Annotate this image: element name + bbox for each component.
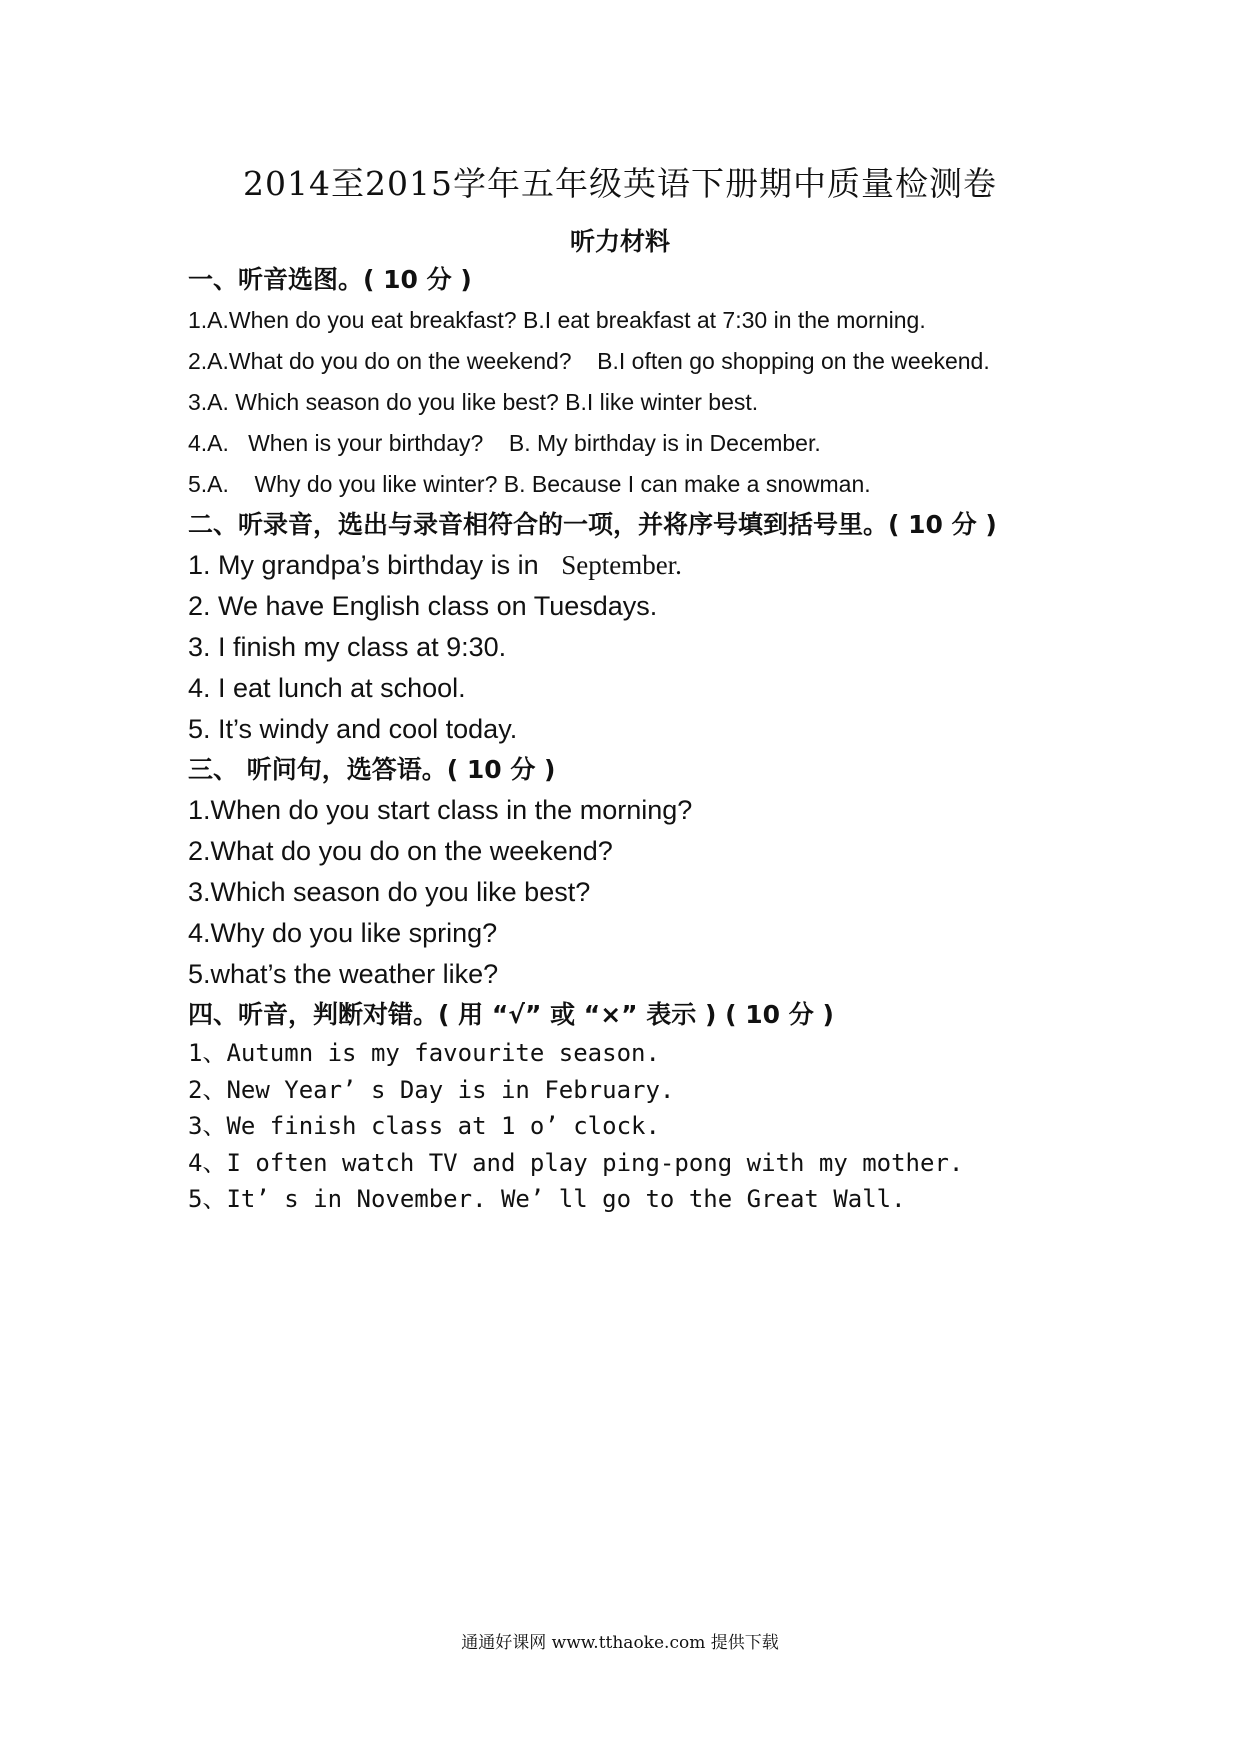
section-heading: 二、听录音，选出与录音相符合的一项，并将序号填到括号里。( 10 分 ) bbox=[188, 510, 997, 539]
list-item: 3. I finish my class at 9:30. bbox=[188, 632, 507, 662]
list-item: 3.A. Which season do you like best? B.I like winter best. bbox=[188, 389, 759, 415]
list-item: 4. I eat lunch at school. bbox=[188, 673, 466, 703]
list-item: 5.A. Why do you like winter? B. Because I can make a snowman. bbox=[188, 471, 871, 497]
section-1 bbox=[188, 260, 1168, 505]
section-3 bbox=[188, 750, 1168, 995]
page-title: 2014至2015学年五年级英语下册期中质量检测卷 bbox=[243, 164, 997, 203]
list-item: 3、We finish class at 1 o’ clock. bbox=[188, 1112, 660, 1140]
list-item: 5、It’ s in November. We’ ll go to the Great Wall. bbox=[188, 1185, 906, 1213]
list-item: 1、Autumn is my favourite season. bbox=[188, 1039, 660, 1067]
list-item: 2. We have English class on Tuesdays. bbox=[188, 591, 658, 621]
page-subtitle: 听力材料 bbox=[569, 227, 670, 256]
list-item-answer: September. bbox=[561, 550, 682, 580]
section-heading: 四、听音，判断对错。( 用 “√” 或 “×” 表示 ) ( 10 分 ) bbox=[188, 1000, 834, 1029]
section-heading: 三、 听问句，选答语。( 10 分 ) bbox=[188, 755, 556, 784]
page-footer: 通通好课网 www.tthaoke.com 提供下载 bbox=[461, 1633, 779, 1653]
list-item bbox=[188, 545, 1168, 586]
list-item: 3.Which season do you like best? bbox=[188, 877, 591, 907]
list-item: 5. It’s windy and cool today. bbox=[188, 714, 518, 744]
list-item: 4.A. When is your birthday? B. My birthday is in December. bbox=[188, 430, 821, 456]
document-body bbox=[188, 260, 1168, 1218]
section-2 bbox=[188, 505, 1168, 750]
list-item: 5.what’s the weather like? bbox=[188, 959, 499, 989]
list-item: 2、New Year’ s Day is in February. bbox=[188, 1075, 675, 1104]
list-item: 2.What do you do on the weekend? bbox=[188, 836, 613, 866]
section-4 bbox=[188, 995, 1168, 1218]
list-item: 1.A.When do you eat breakfast? B.I eat breakfast at 7:30 in the morning. bbox=[188, 307, 926, 333]
list-item: 2.A.What do you do on the weekend? B.I often go shopping on the weekend. bbox=[188, 348, 990, 374]
list-item: 4.Why do you like spring? bbox=[188, 918, 498, 948]
list-item: 4、I often watch TV and play ping-pong with my mother. bbox=[188, 1148, 964, 1177]
list-item-text: 1. My grandpa’s birthday is in bbox=[188, 550, 539, 580]
section-heading: 一、听音选图。( 10 分 ) bbox=[188, 265, 472, 294]
list-item: 1.When do you start class in the morning? bbox=[188, 795, 693, 825]
